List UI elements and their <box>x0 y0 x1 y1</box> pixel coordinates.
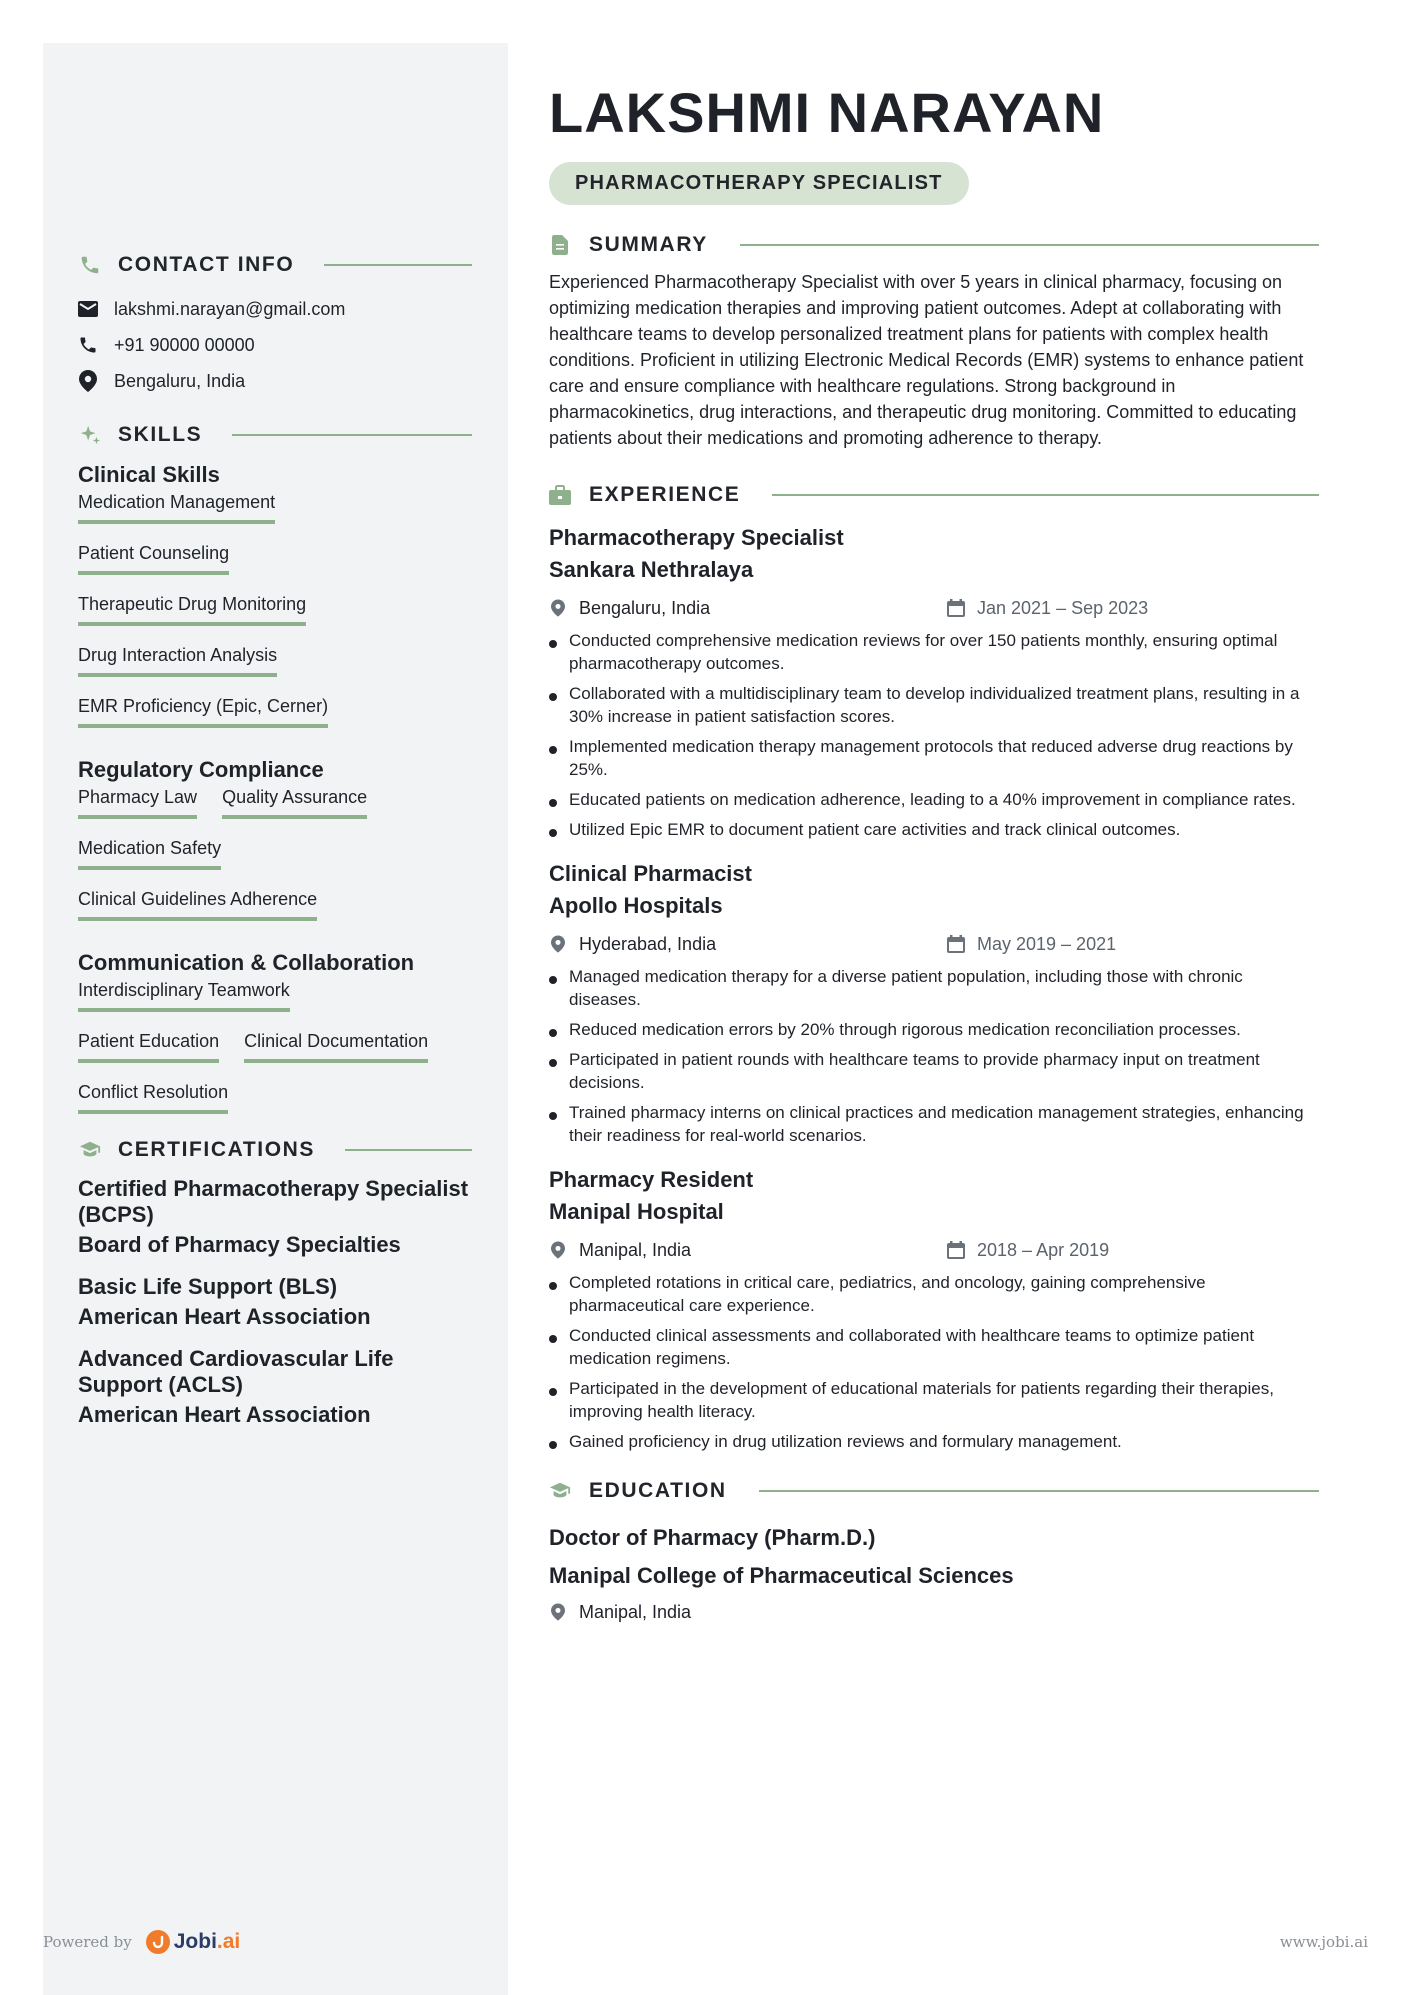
location-pin-icon <box>549 1603 567 1621</box>
job-bullet: Participated in the development of educational materials for patients regarding their therapies, improving health literacy. <box>549 1377 1319 1423</box>
calendar-icon <box>947 935 965 953</box>
job-bullet: Gained proficiency in drug utilization reviews and formulary management. <box>549 1430 1319 1453</box>
experience-item <box>549 1165 1319 1453</box>
job-bullet: Reduced medication errors by 20% through rigorous medication reconciliation processes. <box>549 1018 1319 1041</box>
skill-chips <box>78 886 472 937</box>
skill-chip: Clinical Guidelines Adherence <box>78 886 317 921</box>
phone-icon <box>78 253 102 277</box>
job-title-badge: PHARMACOTHERAPY SPECIALIST <box>549 162 969 205</box>
contact-heading-title: CONTACT INFO <box>118 253 295 276</box>
skill-chip: Quality Assurance <box>222 784 367 819</box>
certifications-heading <box>78 1132 472 1168</box>
powered-by-footer[interactable] <box>43 1930 240 1954</box>
job-dates-text: May 2019 – 2021 <box>977 933 1117 954</box>
skill-chip: Medication Safety <box>78 835 221 870</box>
skill-group <box>78 949 472 1130</box>
certification-item <box>78 1274 472 1330</box>
location-pin-icon <box>78 371 98 391</box>
job-bullet: Participated in patient rounds with healthcare teams to provide pharmacy input on treatment decisions. <box>549 1048 1319 1094</box>
main-content <box>549 80 1319 1629</box>
job-company: Apollo Hospitals <box>549 893 723 918</box>
brand-name: Jobi <box>173 1930 217 1953</box>
location-pin-icon <box>549 599 567 617</box>
skill-chips <box>78 1079 472 1130</box>
summary-heading <box>549 227 1319 263</box>
job-dates-text: 2018 – Apr 2019 <box>977 1239 1110 1260</box>
graduation-cap-icon <box>78 1138 102 1162</box>
skill-chip: Pharmacy Law <box>78 784 197 819</box>
job-bullets <box>549 1271 1319 1453</box>
job-company: Sankara Nethralaya <box>549 557 754 582</box>
job-dates <box>947 1240 1109 1261</box>
divider <box>232 434 472 436</box>
calendar-icon <box>947 599 965 617</box>
job-role: Pharmacotherapy Specialist <box>549 525 844 550</box>
graduation-cap-icon <box>549 1480 571 1502</box>
education-item <box>549 1523 1319 1629</box>
education-location-text: Manipal, India <box>579 1601 692 1622</box>
job-role: Clinical Pharmacist <box>549 861 752 886</box>
job-dates <box>947 934 1116 955</box>
skill-chips <box>78 1028 472 1079</box>
divider <box>740 244 1319 246</box>
certification-name: Certified Pharmacotherapy Specialist (BCPS) <box>78 1176 469 1227</box>
footer-url[interactable]: www.jobi.ai <box>1279 1933 1368 1951</box>
job-bullet: Trained pharmacy interns on clinical practices and medication management strategies, enhancing their readiness for real-world scenarios. <box>549 1101 1319 1147</box>
job-location-text: Manipal, India <box>579 1239 692 1260</box>
skill-group-title: Clinical Skills <box>78 462 220 487</box>
job-bullet: Conducted clinical assessments and collaborated with healthcare teams to optimize patient medication regimens. <box>549 1324 1319 1370</box>
contact-location <box>78 363 472 399</box>
job-meta <box>549 927 1319 961</box>
divider <box>324 264 472 266</box>
mail-icon <box>78 299 98 319</box>
skill-chip: Clinical Documentation <box>244 1028 428 1063</box>
contact-email-text: lakshmi.narayan@gmail.com <box>114 298 346 319</box>
contact-heading <box>78 247 472 283</box>
job-company: Manipal Hospital <box>549 1199 724 1224</box>
jobi-logo <box>146 1930 241 1954</box>
skill-chips <box>78 977 472 1028</box>
job-dates-text: Jan 2021 – Sep 2023 <box>977 597 1149 618</box>
job-bullet: Implemented medication therapy management protocols that reduced adverse drug reactions by 25%. <box>549 735 1319 781</box>
skill-chips <box>78 642 472 693</box>
skill-group-title: Communication & Collaboration <box>78 950 415 975</box>
briefcase-icon <box>549 484 571 506</box>
contact-phone-text: +91 90000 00000 <box>114 334 255 355</box>
powered-by-text: Powered by <box>43 1933 132 1951</box>
job-meta <box>549 591 1319 625</box>
skill-chip: Patient Education <box>78 1028 219 1063</box>
skill-chip: Conflict Resolution <box>78 1079 228 1114</box>
certification-org: American Heart Association <box>78 1304 371 1329</box>
skill-chips <box>78 693 472 744</box>
skill-group-title: Regulatory Compliance <box>78 757 324 782</box>
job-dates <box>947 598 1148 619</box>
experience-item <box>549 523 1319 841</box>
job-bullets <box>549 629 1319 841</box>
job-bullets <box>549 965 1319 1147</box>
job-bullet: Managed medication therapy for a diverse patient population, including those with chronic diseases. <box>549 965 1319 1011</box>
document-icon <box>549 234 571 256</box>
contact-list <box>78 291 472 399</box>
job-role: Pharmacy Resident <box>549 1167 754 1192</box>
contact-email[interactable] <box>78 291 472 327</box>
skill-chip: EMR Proficiency (Epic, Cerner) <box>78 693 328 728</box>
job-bullet: Collaborated with a multidisciplinary team to develop individualized treatment plans, resulting in a 30% increase in patient satisfaction scores. <box>549 682 1319 728</box>
job-location-text: Bengaluru, India <box>579 597 711 618</box>
candidate-name: LAKSHMI NARAYAN <box>549 81 1105 144</box>
certification-org: Board of Pharmacy Specialties <box>78 1232 401 1257</box>
skill-chip: Patient Counseling <box>78 540 229 575</box>
skill-chips <box>78 835 472 886</box>
phone-icon <box>78 335 98 355</box>
experience-item <box>549 859 1319 1147</box>
skill-chips <box>78 591 472 642</box>
skill-chip: Therapeutic Drug Monitoring <box>78 591 306 626</box>
skill-chip: Drug Interaction Analysis <box>78 642 277 677</box>
location-pin-icon <box>549 1241 567 1259</box>
education-heading <box>549 1473 1319 1509</box>
skill-chip: Medication Management <box>78 489 275 524</box>
education-meta <box>549 1595 1319 1629</box>
skill-chips <box>78 784 472 835</box>
jobi-logo-icon <box>146 1930 170 1954</box>
divider <box>759 1490 1319 1492</box>
education-school: Manipal College of Pharmaceutical Sciences <box>549 1563 1014 1588</box>
contact-location-text: Bengaluru, India <box>114 370 246 391</box>
location-pin-icon <box>549 935 567 953</box>
certification-org: American Heart Association <box>78 1402 371 1427</box>
skill-chip: Interdisciplinary Teamwork <box>78 977 290 1012</box>
job-location <box>549 1240 947 1261</box>
jobi-logo-text <box>174 1930 241 1954</box>
education-heading-title: EDUCATION <box>589 1479 727 1502</box>
job-meta <box>549 1233 1319 1267</box>
certification-item <box>78 1346 472 1428</box>
certifications-heading-title: CERTIFICATIONS <box>118 1138 316 1161</box>
job-bullet: Utilized Epic EMR to document patient care activities and track clinical outcomes. <box>549 818 1319 841</box>
education-degree: Doctor of Pharmacy (Pharm.D.) <box>549 1525 876 1550</box>
experience-heading <box>549 477 1319 513</box>
calendar-icon <box>947 1241 965 1259</box>
job-bullet: Educated patients on medication adherence, leading to a 40% improvement in compliance rates. <box>549 788 1319 811</box>
education-location <box>549 1602 947 1623</box>
skills-heading <box>78 417 472 453</box>
brand-suffix: .ai <box>216 1930 241 1953</box>
sparkle-icon <box>78 423 102 447</box>
divider <box>345 1149 472 1151</box>
divider <box>772 494 1319 496</box>
experience-heading-title: EXPERIENCE <box>589 483 741 506</box>
certification-name: Advanced Cardiovascular Life Support (ACLS) <box>78 1346 394 1397</box>
summary-text: Experienced Pharmacotherapy Specialist with over 5 years in clinical pharmacy, focusing on optimizing medication therapies and improving patient outcomes. Adept at collaborating with healthcare teams to develop personalized treatment plans for patients with complex health conditions. Proficient in utilizing Electronic Medical Records (EMR) systems to enhance patient care and ensure compliance with healthcare regulations. Strong background in pharmacokinetics, drug interactions, and therapeutic drug monitoring. Committed to educating patients about their medications and promoting adherence to therapy. <box>549 272 1304 448</box>
job-bullet: Completed rotations in critical care, pediatrics, and oncology, gaining comprehensive pharmaceutical care experience. <box>549 1271 1319 1317</box>
certification-item <box>78 1176 472 1258</box>
skills-heading-title: SKILLS <box>118 423 203 446</box>
sidebar-content <box>78 247 472 1428</box>
job-bullet: Conducted comprehensive medication reviews for over 150 patients monthly, ensuring optimal pharmacotherapy outcomes. <box>549 629 1319 675</box>
job-location <box>549 598 947 619</box>
skill-chips <box>78 489 472 540</box>
summary-heading-title: SUMMARY <box>589 233 708 256</box>
skill-group <box>78 756 472 937</box>
job-location-text: Hyderabad, India <box>579 933 717 954</box>
skill-chips <box>78 540 472 591</box>
skill-group <box>78 461 472 744</box>
job-location <box>549 934 947 955</box>
certification-name: Basic Life Support (BLS) <box>78 1274 338 1299</box>
contact-phone[interactable] <box>78 327 472 363</box>
